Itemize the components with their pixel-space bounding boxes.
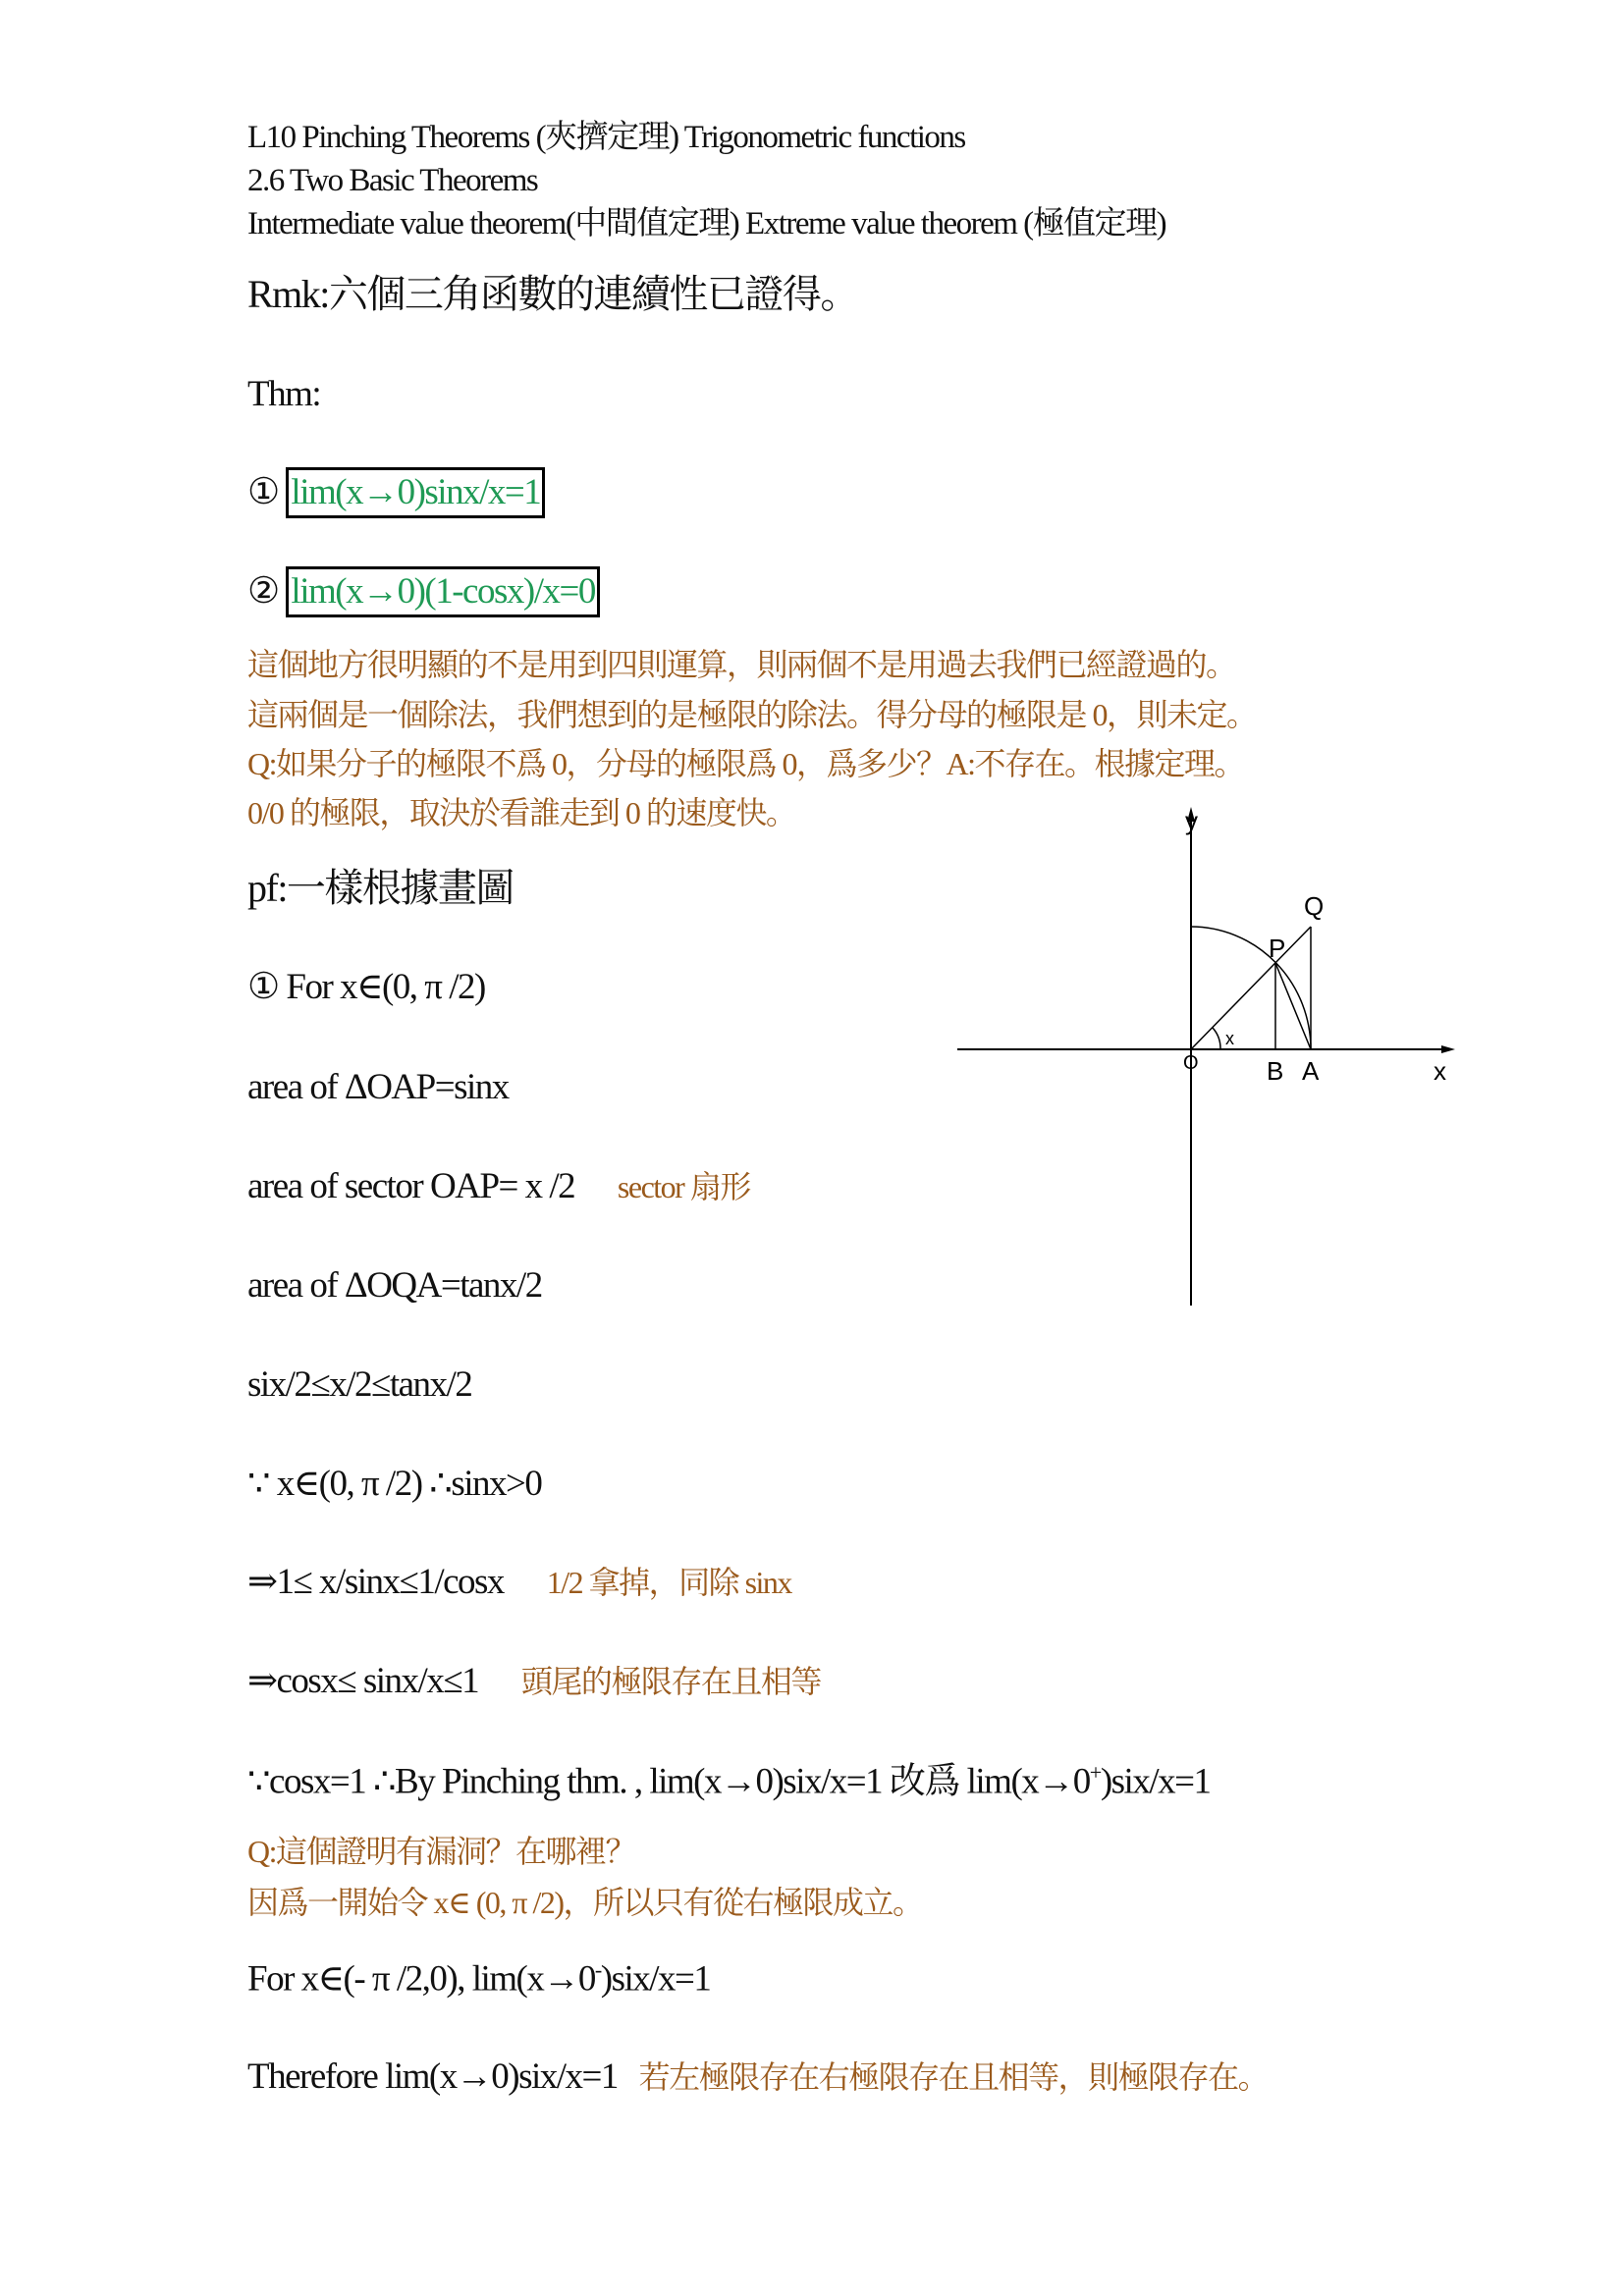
note-line: 這兩個是一個除法，我們想到的是極限的除法。得分母的極限是 0，則未定。 — [247, 697, 1257, 732]
thm-label: Thm: — [247, 374, 321, 414]
step-1-note: 1/2 拿掉，同除 sinx — [546, 1565, 791, 1600]
note-line: Q:如果分子的極限不爲 0，分母的極限爲 0，爲多少？A:不存在。根據定理。 — [247, 746, 1245, 781]
proof-case-1: ① For x∈(0, π /2) — [247, 967, 485, 1007]
label-y: y — [1185, 806, 1198, 835]
answer-note: 因爲一開始令 x∈ (0, π /2)，所以只有從右極限成立。 — [247, 1885, 923, 1920]
right-limit-sup: + — [1089, 1760, 1101, 1785]
label-p: P — [1269, 934, 1286, 963]
theorem-number: ② — [247, 571, 279, 612]
therefore-note: 若左極限存在右極限存在且相等，則極限存在。 — [638, 2059, 1269, 2095]
theorem-formula-box: lim(x→0)(1-cosx)/x=0 — [286, 566, 599, 617]
header-line-3: Intermediate value theorem(中間值定理) Extreme value theorem (極值定理) — [247, 206, 1166, 241]
header-line-1: L10 Pinching Theorems (夾擠定理) Trigonometric functions — [247, 120, 965, 155]
label-angle: x — [1225, 1029, 1234, 1048]
x-axis-arrow — [1441, 1045, 1455, 1053]
since-line: ∵ x∈(0, π /2) ∴sinx>0 — [247, 1464, 542, 1504]
therefore-text: Therefore lim(x→0)six/x=1 — [247, 2056, 618, 2097]
remark: Rmk:六個三角函數的連續性已證得。 — [247, 272, 858, 316]
label-a: A — [1302, 1056, 1320, 1086]
line-pa — [1275, 963, 1311, 1049]
case-2-text: For x∈(- π /2,0), lim(x→0 — [247, 1958, 595, 2000]
inequality: six/2≤x/2≤tanx/2 — [247, 1364, 472, 1405]
label-q: Q — [1304, 891, 1325, 921]
note-line: 這個地方很明顯的不是用到四則運算，則兩個不是用過去我們已經證過的。 — [247, 647, 1236, 682]
step-1-text: ⇒1≤ x/sinx≤1/cosx — [247, 1562, 504, 1602]
label-b: B — [1267, 1056, 1284, 1086]
angle-arc-icon — [1213, 1028, 1220, 1048]
theorem-formula-box: lim(x→0)sinx/x=1 — [286, 467, 545, 518]
note-line: 0/0 的極限，取決於看誰走到 0 的速度快。 — [247, 795, 796, 830]
area-sector-note: sector 扇形 — [617, 1169, 750, 1204]
step-2-note: 頭尾的極限存在且相等 — [520, 1664, 821, 1699]
area-triangle: area of ΔOAP=sinx — [247, 1067, 509, 1107]
line-oq — [1191, 927, 1311, 1049]
left-limit-sup: - — [594, 1957, 601, 1982]
header-line-2: 2.6 Two Basic Theorems — [247, 163, 538, 198]
label-o: O — [1183, 1052, 1199, 1074]
conclusion-text: ∵cosx=1 ∴By Pinching thm. , lim(x→0)six/x=1 改爲 lim(x→0 — [247, 1761, 1090, 1802]
label-x: x — [1434, 1056, 1446, 1086]
conclusion-text-end: )six/x=1 — [1100, 1761, 1211, 1802]
case-2-text-end: )six/x=1 — [600, 1958, 711, 2000]
question-note: Q:這個證明有漏洞？在哪裡？ — [247, 1834, 636, 1869]
theorem-number: ① — [247, 472, 279, 512]
proof-label: pf:一樣根據畫圖 — [247, 866, 514, 910]
step-2-text: ⇒cosx≤ sinx/x≤1 — [247, 1661, 479, 1701]
area-oqa: area of ΔOQA=tanx/2 — [247, 1265, 542, 1306]
area-sector-text: area of sector OAP= x /2 — [247, 1166, 575, 1206]
